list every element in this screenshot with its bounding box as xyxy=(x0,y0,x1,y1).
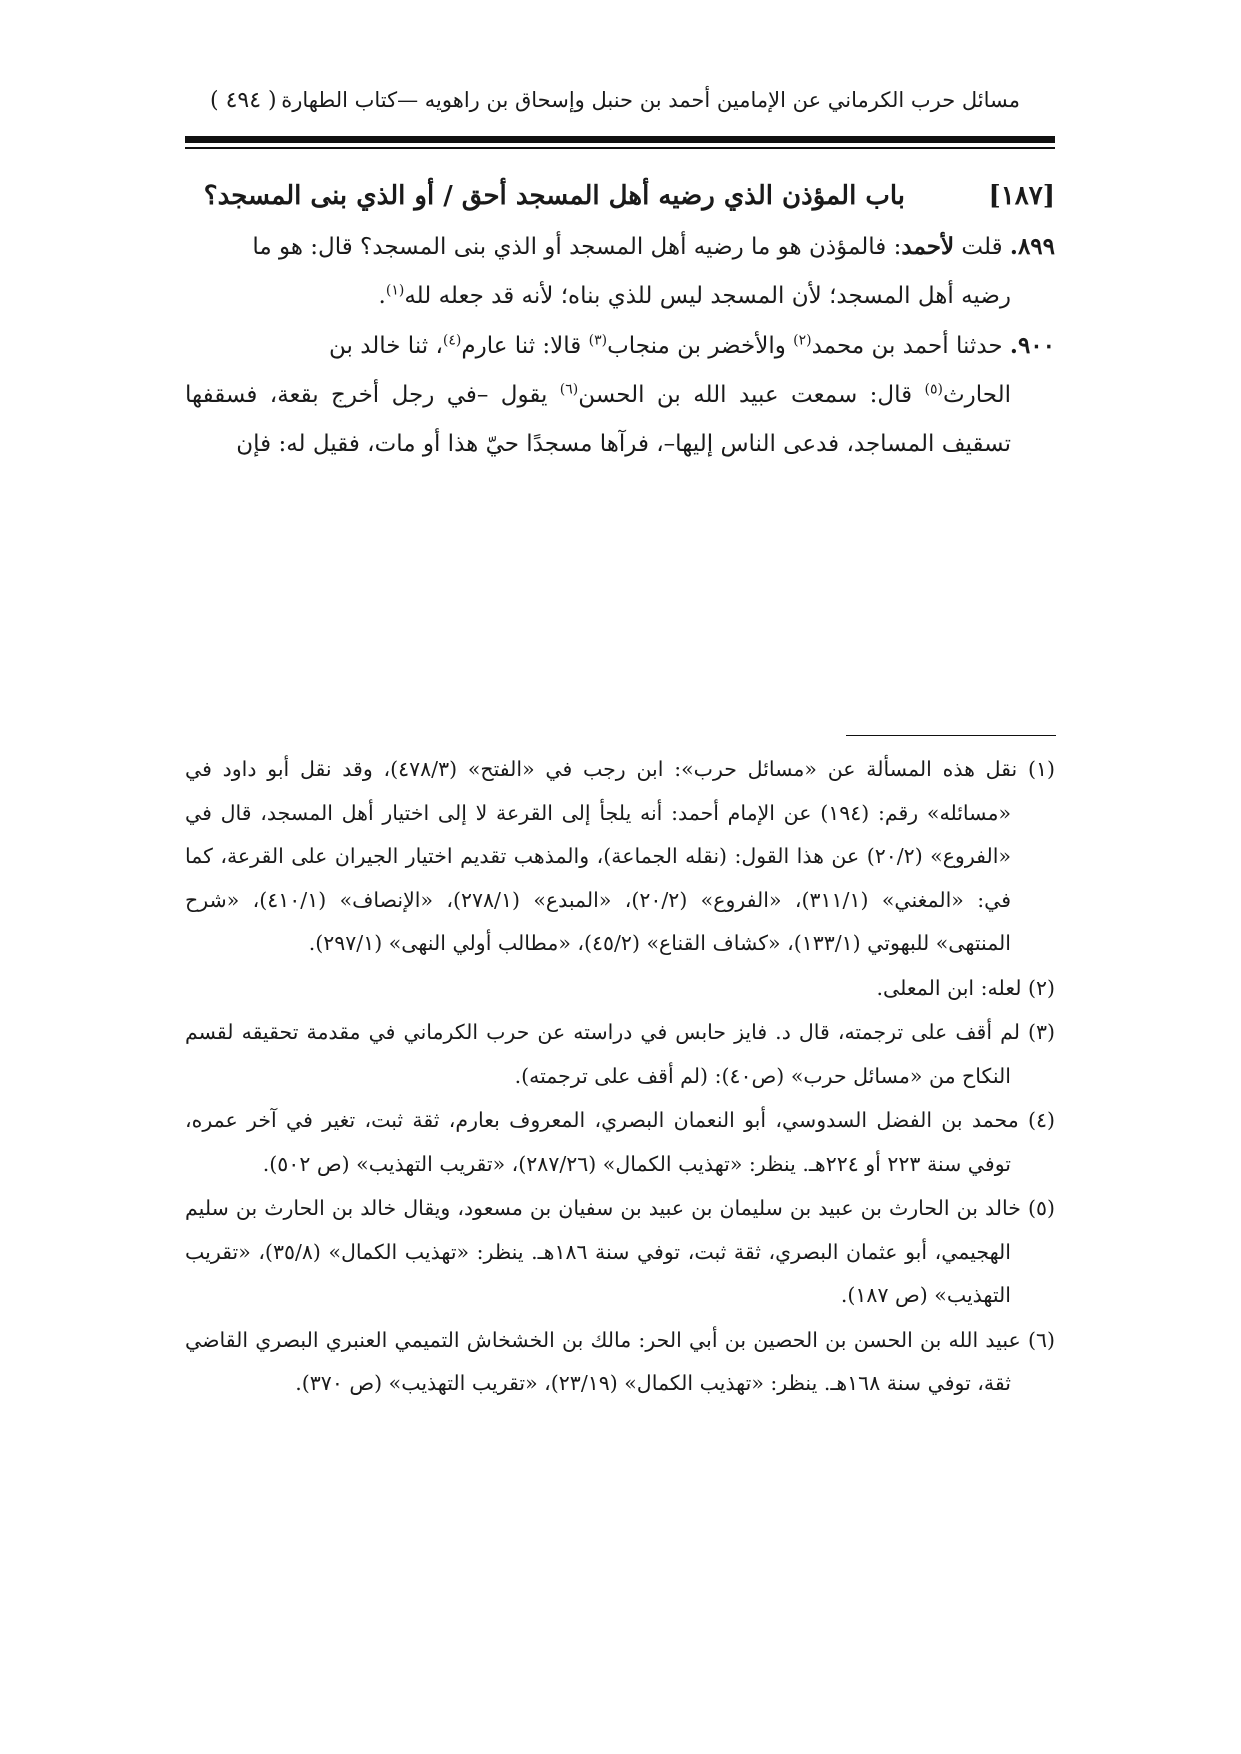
paragraph-continuation xyxy=(185,272,1055,321)
paragraph-number: ٩٠٠. xyxy=(1009,332,1055,359)
paragraph-899 xyxy=(185,222,1055,321)
paragraph-text: قال: سمعت عبيد الله بن الحسن xyxy=(578,382,925,408)
running-head: مسائل حرب الكرماني عن الإمامين أحمد بن حنبل وإسحاق بن راهويه —كتاب الطهارة xyxy=(281,88,1020,112)
paragraph-text: تسقيف المساجد، فدعى الناس إليها–، فرآها مسجدًا حيّ هذا أو مات، فقيل له: فإن xyxy=(236,431,1011,457)
paragraph-text: حدثنا أحمد بن محمد xyxy=(811,333,1010,359)
footnote-ref: (٣) xyxy=(588,332,608,349)
footnotes xyxy=(185,748,1055,1407)
paragraph-number: ٨٩٩. xyxy=(1009,233,1055,260)
paragraph-text: قالا: ثنا عارم xyxy=(461,333,589,359)
page-header xyxy=(210,88,1020,128)
paragraph-text: الحارث xyxy=(942,382,1011,408)
footnote-ref: (٤) xyxy=(442,332,462,349)
header-rule-thin xyxy=(185,147,1055,149)
page-number: ( ٤٩٤ ) xyxy=(210,88,277,113)
chapter-number: [١٨٧] xyxy=(988,181,1055,211)
footnote: (٣) لم أقف على ترجمته، قال د. فايز حابس في دراسته عن حرب الكرماني في مقدمة تحقيقه لقسم النكاح من «مسائل حرب» (ص٤٠): (لم أقف على ترجمته). xyxy=(185,1020,1055,1088)
paragraph-continuation xyxy=(185,371,1055,469)
footnote-ref: (١) xyxy=(385,282,405,299)
footnote: (٢) لعله: ابن المعلى. xyxy=(876,975,1055,1000)
paragraph-text: يقول –في رجل أخرج بقعة، فسقفها xyxy=(185,382,560,408)
footnote-ref: (٢) xyxy=(793,332,812,349)
paragraph-900 xyxy=(185,321,1055,469)
footnote: (٦) عبيد الله بن الحسن بن الحصين بن أبي الحر: مالك بن الخشخاش التميمي العنبري البصري القاضي ثقة، توفي سنة ١٦٨هـ. ينظر: «تهذيب الكمال» (٢٣/١٩)، «تقريب التهذيب» (ص ٣٧٠). xyxy=(185,1327,1055,1395)
main-text xyxy=(185,170,1055,469)
footnote-separator xyxy=(846,735,1056,736)
footnote: (٥) خالد بن الحارث بن عبيد بن سليمان بن عبيد بن سفيان بن مسعود، ويقال خالد بن الحارث بن سليم الهجيمي، أبو عثمان البصري، ثقة ثبت، توفي سنة ١٨٦هـ. ينظر: «تهذيب الكمال» (٣٥/٨)، «تقريب التهذيب» (ص ١٨٧). xyxy=(185,1196,1055,1307)
paragraph-text: رضيه أهل المسجد؛ لأن المسجد ليس للذي بناه؛ لأنه قد جعله لله xyxy=(404,283,1011,309)
footnote: (٤) محمد بن الفضل السدوسي، أبو النعمان البصري، المعروف بعارم، ثقة ثبت، تغير في آخر عمره، توفي سنة ٢٢٣ أو ٢٢٤هـ. ينظر: «تهذيب الكمال» (٢٨٧/٢٦)، «تقريب التهذيب» (ص ٥٠٢). xyxy=(185,1108,1055,1176)
footnote-ref: (٥) xyxy=(924,381,943,398)
paragraph-text: : فالمؤذن هو ما رضيه أهل المسجد أو الذي بنى المسجد؟ قال: هو ما xyxy=(252,234,902,260)
bold-name: لأحمد xyxy=(901,233,955,260)
footnote: (١) نقل هذه المسألة عن «مسائل حرب»: ابن رجب في «الفتح» (٤٧٨/٣)، وقد نقل أبو داود في «مسائله» رقم: (١٩٤) عن الإمام أحمد: أنه يلجأ إلى القرعة لا إلى اختيار أهل المسجد، قال في «الفروع» (٢٠/٢) عن هذا القول: (نقله الجماعة)، والمذهب تقديم اختيار الجيران على القرعة، كما في: «المغني» (٣١١/١)، «الفروع» (٢٠/٢)، «المبدع» (٢٧٨/١)، «الإنصاف» (٤١٠/١)، «شرح المنتهى» للبهوتي (١٣٣/١)، «كشاف القناع» (٤٥/٢)، «مطالب أولي النهى» (٢٩٧/١). xyxy=(185,757,1055,955)
header-rule-thick xyxy=(185,136,1055,143)
paragraph-text: . xyxy=(378,283,386,309)
chapter-title: باب المؤذن الذي رضيه أهل المسجد أحق / أو الذي بنى المسجد؟ xyxy=(203,181,905,211)
footnote-ref: (٦) xyxy=(559,381,579,398)
paragraph-text: قلت xyxy=(954,234,1010,260)
paragraph-text: والأخضر بن منجاب xyxy=(607,333,794,359)
chapter-heading xyxy=(185,170,1055,222)
paragraph-text: ، ثنا خالد بن xyxy=(328,333,443,359)
